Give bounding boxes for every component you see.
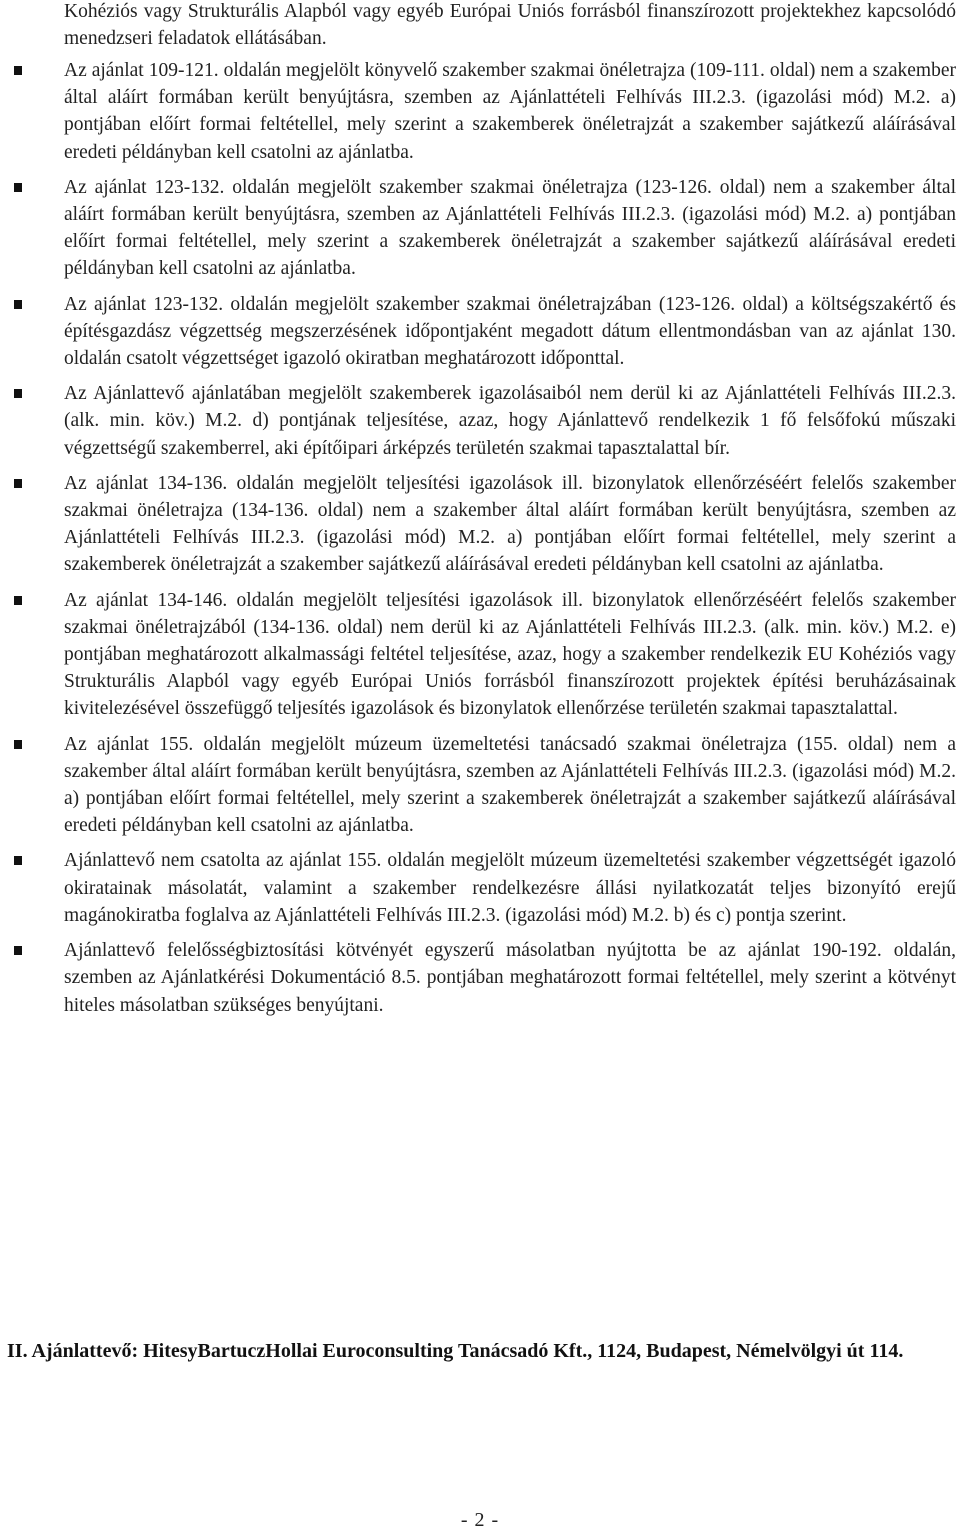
list-item [0, 731, 960, 840]
square-bullet-icon [14, 300, 22, 309]
list-item [0, 847, 960, 929]
list-item [0, 937, 960, 1019]
square-bullet-icon [14, 183, 22, 192]
intro-paragraph: Kohéziós vagy Strukturális Alapból vagy egyéb Európai Uniós forrásból finanszírozott projektekhez kapcsolódó menedzseri feladatok ellátásában. [64, 1, 956, 50]
list-item-text: Az Ajánlattevő ajánlatában megjelölt szakemberek igazolásaiból nem derül ki az Ajánlattételi Felhívás III.2.3. (alk. min. köv.) M.2. d) pontjának teljesítése, azaz, hogy Ajánlattevő rendelkezik 1 fő felsőfokú műszaki végzettségű szakemberrel, aki építőipari árképzés területén szakmai tapasztalattal bír. [64, 383, 956, 459]
square-bullet-icon [14, 66, 22, 75]
section-heading: II. Ajánlattevő: HitesyBartuczHollai Euroconsulting Tanácsadó Kft., 1124, Budapest, Némelvölgyi út 114. [7, 1340, 904, 1362]
list-item [0, 57, 960, 166]
list-item-text: Az ajánlat 123-132. oldalán megjelölt szakember szakmai önéletrajza (123-126. oldal) nem a szakember által aláírt formában került benyújtásra, szemben az Ajánlattételi Felhívás III.2.3. (igazolási mód) M.2. a) pontjában előírt formai feltétellel, mely szerint a szakemberek önéletrajzát a szakember sajátkezű aláírásával eredeti példányban kell csatolni az ajánlatba. [64, 176, 956, 280]
square-bullet-icon [14, 740, 22, 749]
list-item [0, 380, 960, 462]
list-item-text: Az ajánlat 134-146. oldalán megjelölt teljesítési igazolások ill. bizonylatok ellenőrzéséért felelős szakember szakmai önéletrajzából (134-136. oldal) nem derül ki az Ajánlattételi Felhívás III.2.3. (alk. min. köv.) M.2. e) pontjában meghatározott alkalmassági feltétel teljesítése, azaz, hogy a szakember rendelkezik EU Kohéziós vagy Strukturális Alapból vagy egyéb Európai Uniós forrásból finanszírozott projektek építési beruházásainak kivitelezésével összefüggő teljesítés igazolások és bizonylatok ellenőrzése területén szakmai tapasztalattal. [64, 589, 956, 720]
list-item-text: Az ajánlat 134-136. oldalán megjelölt teljesítési igazolások ill. bizonylatok ellenőrzéséért felelős szakember szakmai önéletrajza (134-136. oldal) nem a szakember által aláírt formában került benyújtásra, szemben az Ajánlattételi Felhívás III.2.3. (igazolási mód) M.2. a) pontjában előírt formai feltétellel, mely szerint a szakemberek önéletrajzát a szakember sajátkezű aláírásával eredeti példányban kell csatolni az ajánlatba. [64, 472, 956, 576]
list-item-text: Az ajánlat 123-132. oldalán megjelölt szakember szakmai önéletrajzában (123-126. oldal) a költségszakértő és építésgazdász végzettség megszerzésének időpontjaként megadott dátum ellentmondásban van az ajánlat 130. oldalán csatolt végzettséget igazoló okiratban meghatározott időponttal. [64, 293, 956, 370]
square-bullet-icon [14, 856, 22, 865]
list-item-text: Az ajánlat 155. oldalán megjelölt múzeum üzemeltetési tanácsadó szakmai önéletrajza (155. oldal) nem a szakember által aláírt formában került benyújtásra, szemben az Ajánlattételi Felhívás III.2.3. (igazolási mód) M.2. a) pontjában előírt formai feltétellel, mely szerint a szakemberek önéletrajzát a szakember sajátkezű aláírásával eredeti példányban kell csatolni az ajánlatba. [64, 733, 956, 837]
bullet-list [0, 57, 960, 1027]
list-item-text: Ajánlattevő nem csatolta az ajánlat 155. oldalán megjelölt múzeum üzemeltetési szakember végzettségét igazoló okiratainak másolatát, valamint a szakember rendelkezésre állási nyilatkozatát teljes bizonyító erejű magánokiratba foglalva az Ajánlattételi Felhívás III.2.3. (igazolási mód) M.2. b) és c) pontja szerint. [64, 850, 956, 926]
square-bullet-icon [14, 596, 22, 605]
list-item-text: Az ajánlat 109-121. oldalán megjelölt könyvelő szakember szakmai önéletrajza (109-111. oldal) nem a szakember által aláírt formában került benyújtásra, szemben az Ajánlattételi Felhívás III.2.3. (igazolási mód) M.2. a) pontjában előírt formai feltétellel, mely szerint a szakemberek önéletrajzát a szakember sajátkezű aláírásával eredeti példányban kell csatolni az ajánlatba. [64, 60, 956, 163]
page-number: - 2 - [460, 1509, 500, 1531]
list-item [0, 174, 960, 283]
list-item-text: Ajánlattevő felelősségbiztosítási kötvényét egyszerű másolatban nyújtotta be az ajánlat 190-192. oldalán, szemben az Ajánlatkérési Dokumentáció 8.5. pontjában meghatározott formai feltétellel, mely szerint a kötvényt hiteles másolatban szükséges benyújtani. [64, 940, 956, 1016]
list-item [0, 291, 960, 373]
square-bullet-icon [14, 389, 22, 398]
list-item [0, 587, 960, 723]
list-item [0, 470, 960, 579]
square-bullet-icon [14, 946, 22, 955]
square-bullet-icon [14, 479, 22, 488]
